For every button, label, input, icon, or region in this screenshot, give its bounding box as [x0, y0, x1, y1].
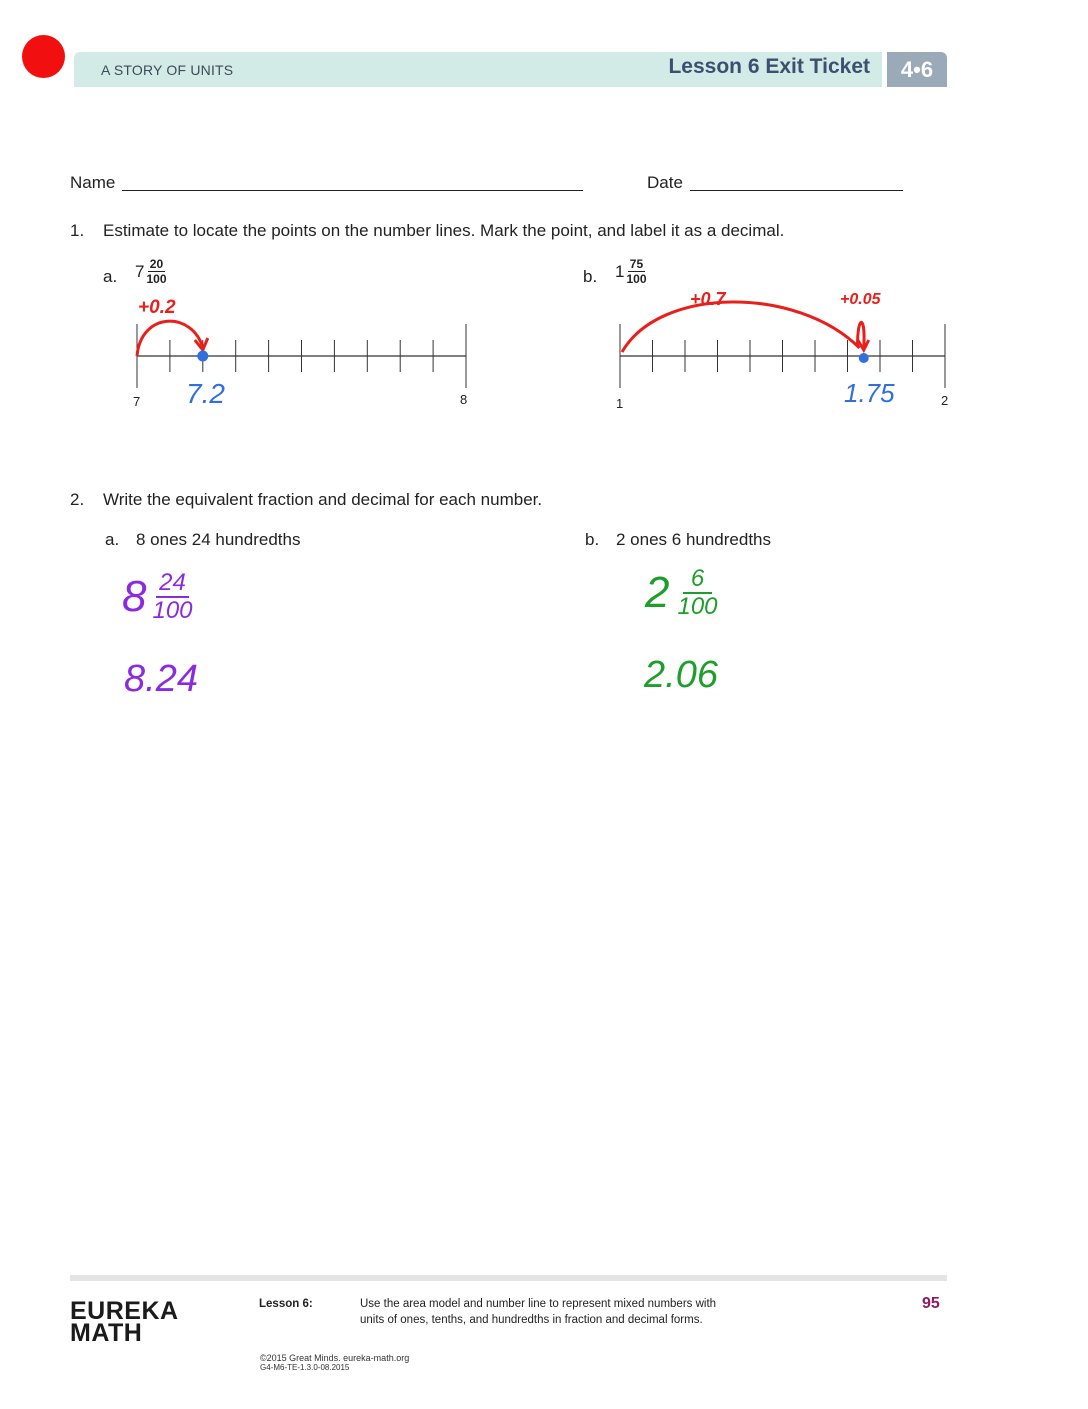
q1a-numerator: 20: [149, 257, 164, 271]
q1b-whole: 1: [615, 261, 625, 281]
q2b-decimal-answer: 2.06: [644, 654, 718, 696]
q2b-answer-denominator: 100: [677, 593, 718, 620]
q1b-denominator: 100: [626, 272, 647, 286]
q2b-answer-whole: 2: [645, 568, 670, 617]
q1a-whole: 7: [135, 261, 145, 281]
number-line-a-start-label: 7: [133, 394, 141, 409]
q2b-answer-numerator: 6: [683, 566, 712, 594]
q2b-fraction-answer: [645, 566, 718, 620]
number-line-b-jump1-arc: [622, 302, 860, 352]
number-line-b-answer: 1.75: [844, 378, 895, 408]
lesson-title: Lesson 6 Exit Ticket: [668, 55, 870, 78]
q2b-letter: b.: [585, 530, 600, 549]
q2a-letter: a.: [105, 530, 120, 549]
q2a-answer-fraction: [152, 570, 192, 624]
logo-line-1: EUREKA: [70, 1297, 179, 1325]
name-label: Name: [70, 173, 116, 192]
q2a-decimal-answer: 8.24: [124, 658, 198, 700]
footer-objective-line-2: units of ones, tenths, and hundredths in fraction and decimal forms.: [360, 1314, 703, 1326]
logo-line-2: MATH: [70, 1319, 143, 1347]
q1b-numerator: 75: [629, 257, 644, 271]
q2a-answer-whole: 8: [122, 572, 147, 621]
q1b-letter: b.: [583, 267, 598, 286]
number-line-b-start-label: 1: [616, 396, 624, 411]
q1a-denominator: 100: [146, 272, 167, 286]
q2a-text: 8 ones 24 hundredths: [136, 530, 301, 549]
q1-prompt: Estimate to locate the points on the number lines. Mark the point, and label it as a decimal.: [103, 221, 785, 240]
number-line-b-jump1-label: +0.7: [690, 289, 726, 309]
number-line-b-end-label: 2: [941, 393, 949, 408]
number-line-b-point: [859, 353, 869, 363]
number-line-a-end-label: 8: [460, 392, 468, 407]
q2b-text: 2 ones 6 hundredths: [616, 530, 772, 549]
page-number: 95: [922, 1295, 940, 1312]
q2b-answer-fraction: [677, 566, 717, 620]
number-line-a-jump-label: +0.2: [138, 297, 176, 318]
number-line-b-jump2-label: +0.05: [840, 291, 881, 308]
series-title: A STORY OF UNITS: [101, 62, 234, 78]
q2-number: 2.: [70, 490, 85, 509]
grade-module-badge: 4•6: [887, 52, 947, 87]
q2a-answer-denominator: 100: [152, 597, 193, 624]
q1-number: 1.: [70, 221, 85, 240]
q2-prompt: Write the equivalent fraction and decimal for each number.: [103, 490, 543, 509]
q2a-answer-numerator: 24: [156, 570, 189, 598]
date-label: Date: [647, 173, 683, 192]
q2a-fraction-answer: [122, 570, 193, 624]
number-line-a-answer: 7.2: [186, 378, 225, 409]
footer-lesson-label: Lesson 6:: [259, 1298, 313, 1310]
footer-rule: [70, 1275, 947, 1281]
footer-copyright: ©2015 Great Minds. eureka-math.org: [260, 1353, 410, 1363]
number-line-a-point: [197, 351, 208, 362]
eureka-math-logo: [70, 1297, 179, 1347]
number-line-b: [620, 302, 945, 388]
footer-objective-line-1: Use the area model and number line to represent mixed numbers with: [360, 1298, 717, 1310]
q1a-letter: a.: [103, 267, 118, 286]
footer-code: G4-M6-TE-1.3.0-08.2015: [260, 1363, 350, 1372]
